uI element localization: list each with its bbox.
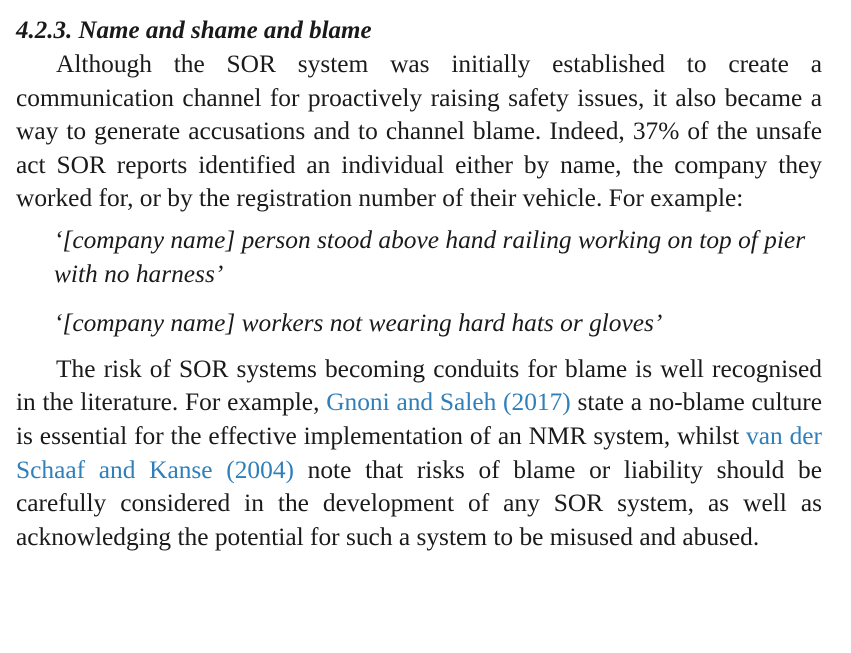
paragraph-2-text-2: state a no-blame culture is essential for the effective implementation of an NMR system, whilst (16, 388, 822, 450)
paragraph-2-text-3: note that risks of blame or liability should be carefully considered in the development of any SOR system, as well as acknowledging the potential for such a system to be misused and abused. (16, 455, 822, 551)
paragraph-2-text-1: The risk of SOR systems becoming conduits for blame is well recognised in the literature. For example, (16, 354, 822, 417)
article-section (16, 14, 822, 554)
citation-link-gnoni-saleh[interactable]: Gnoni and Saleh (2017) (326, 388, 571, 417)
section-heading: 4.2.3. Name and shame and blame (16, 17, 372, 44)
quote-block (54, 224, 822, 341)
body-paragraph-2 (16, 353, 822, 555)
quote-2: ‘[company name] workers not wearing hard hats or gloves’ (54, 309, 663, 338)
citation-link-van-der-schaaf-kanse[interactable]: van der Schaaf and Kanse (2004) (16, 421, 822, 484)
body-paragraph-1: Although the SOR system was initially established to create a communication channel for proactively raising safety issues, it also became a way to generate accusations and to channel blame. Indeed, 37% of the unsafe act SOR reports identified an individual either by name, the company they worked for, or by the registration number of their vehicle. For example: (16, 50, 822, 213)
quote-1: ‘[company name] person stood above hand railing working on top of pier with no harness’ (54, 225, 806, 288)
